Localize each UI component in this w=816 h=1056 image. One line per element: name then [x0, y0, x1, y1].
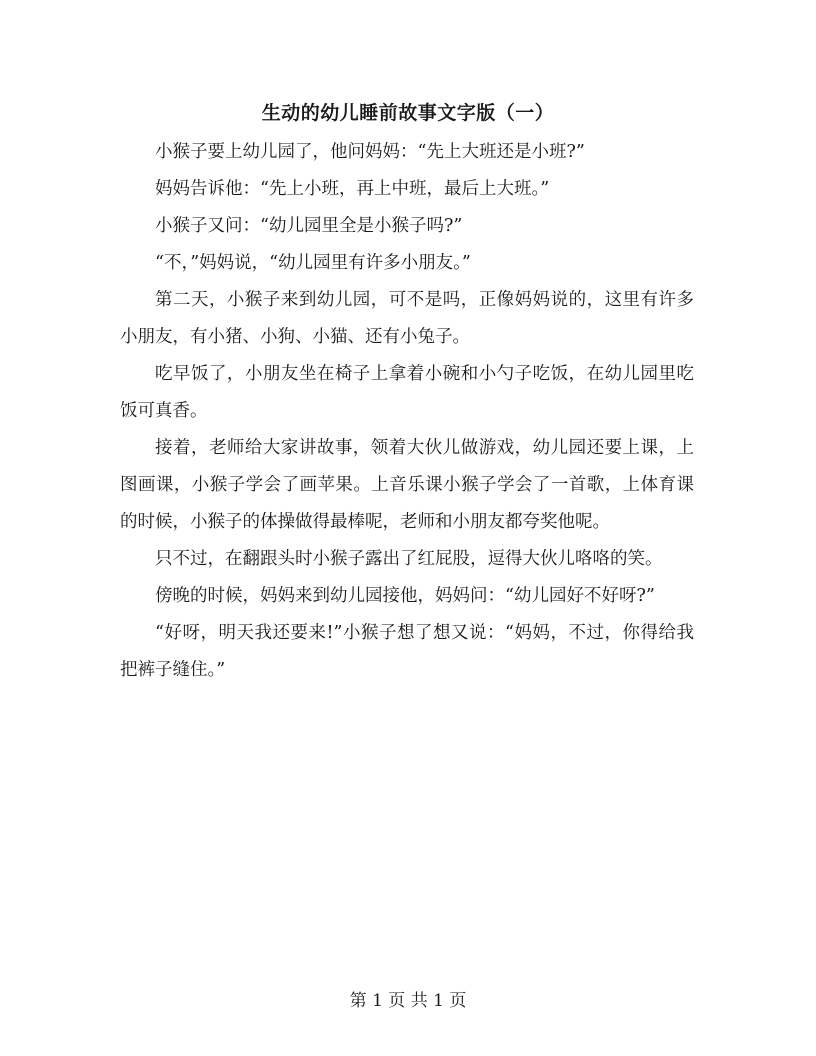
paragraph-7: 接着，老师给大家讲故事，领着大伙儿做游戏，幼儿园还要上课，上图画课，小猴子学会了画苹果。上音乐课小猴子学会了一首歌，上体育课的时候，小猴子的体操做得最棒呢，老师和小朋友都夸奖他呢。	[120, 438, 694, 532]
page-footer: 第 1 页 共 1 页	[349, 991, 467, 1011]
paragraph-4: “不，”妈妈说，“幼儿园里有许多小朋友。”	[155, 253, 471, 273]
paragraph-10: “好呀，明天我还要来!”小猴子想了想又说：“妈妈，不过，你得给我把裤子缝住。”	[120, 623, 694, 680]
paragraph-9: 傍晚的时候，妈妈来到幼儿园接他，妈妈问：“幼儿园好不好呀?”	[155, 586, 655, 606]
paragraph-2: 妈妈告诉他：“先上小班，再上中班，最后上大班。”	[155, 179, 550, 199]
story-body	[120, 134, 694, 689]
paragraph-6: 吃早饭了，小朋友坐在椅子上拿着小碗和小勺子吃饭，在幼儿园里吃饭可真香。	[120, 364, 694, 421]
paragraph-5: 第二天，小猴子来到幼儿园，可不是吗，正像妈妈说的，这里有许多小朋友，有小猪、小狗、小猫、还有小兔子。	[120, 290, 694, 347]
paragraph-8: 只不过，在翻跟头时小猴子露出了红屁股，逗得大伙儿咯咯的笑。	[155, 549, 663, 569]
document-title: 生动的幼儿睡前故事文字版（一）	[261, 102, 555, 124]
paragraph-1: 小猴子要上幼儿园了，他问妈妈：“先上大班还是小班?”	[155, 142, 585, 162]
paragraph-3: 小猴子又问：“幼儿园里全是小猴子吗?”	[155, 216, 463, 236]
